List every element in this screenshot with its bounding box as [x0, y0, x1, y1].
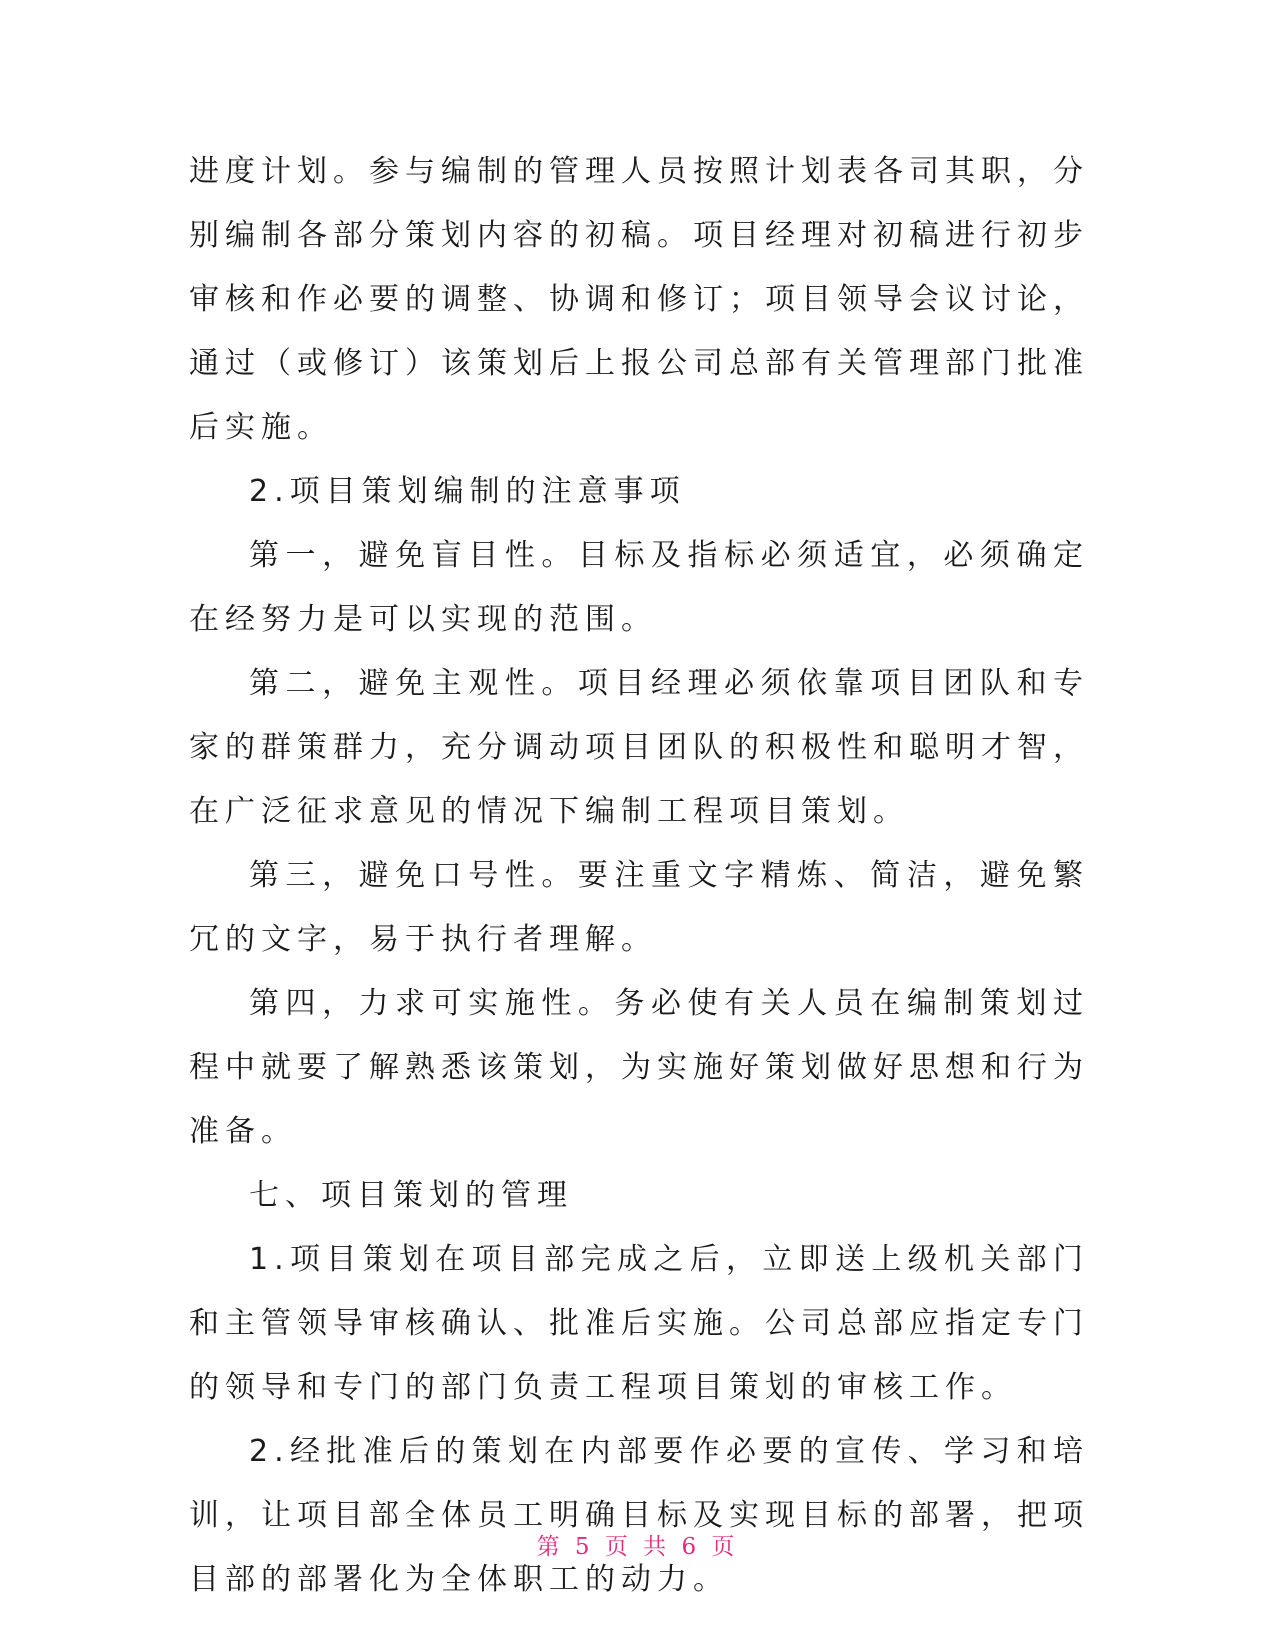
paragraph-management-1: 1.项目策划在项目部完成之后，立即送上级机关部门和主管领导审核确认、批准后实施。公司总部应指定专门的领导和专门的部门负责工程项目策划的审核工作。: [189, 1242, 1089, 1405]
section-heading-7: 七、项目策划的管理: [249, 1178, 573, 1213]
document-body: [189, 140, 1089, 1612]
paragraph-point-4: 第四，力求可实施性。务必使有关人员在编制策划过程中就要了解熟悉该策划，为实施好策划做好思想和行为准备。: [189, 986, 1089, 1149]
section-heading-2: 2.项目策划编制的注意事项: [249, 474, 686, 509]
paragraph-point-3: 第三，避免口号性。要注重文字精炼、简洁，避免繁冗的文字，易于执行者理解。: [189, 858, 1089, 957]
paragraph-continuation: 进度计划。参与编制的管理人员按照计划表各司其职，分别编制各部分策划内容的初稿。项目经理对初稿进行初步审核和作必要的调整、协调和修订；项目领导会议讨论，通过（或修订）该策划后上报公司总部有关管理部门批准后实施。: [189, 154, 1089, 445]
page-number: 第 5 页 共 6 页: [536, 1534, 739, 1560]
paragraph-point-2: 第二，避免主观性。项目经理必须依靠项目团队和专家的群策群力，充分调动项目团队的积极性和聪明才智，在广泛征求意见的情况下编制工程项目策划。: [189, 666, 1089, 829]
page-footer: [0, 1528, 1275, 1561]
paragraph-management-2: 2.经批准后的策划在内部要作必要的宣传、学习和培训，让项目部全体员工明确目标及实现目标的部署，把项目部的部署化为全体职工的动力。: [189, 1434, 1089, 1597]
paragraph-point-1: 第一，避免盲目性。目标及指标必须适宜，必须确定在经努力是可以实现的范围。: [189, 538, 1089, 637]
